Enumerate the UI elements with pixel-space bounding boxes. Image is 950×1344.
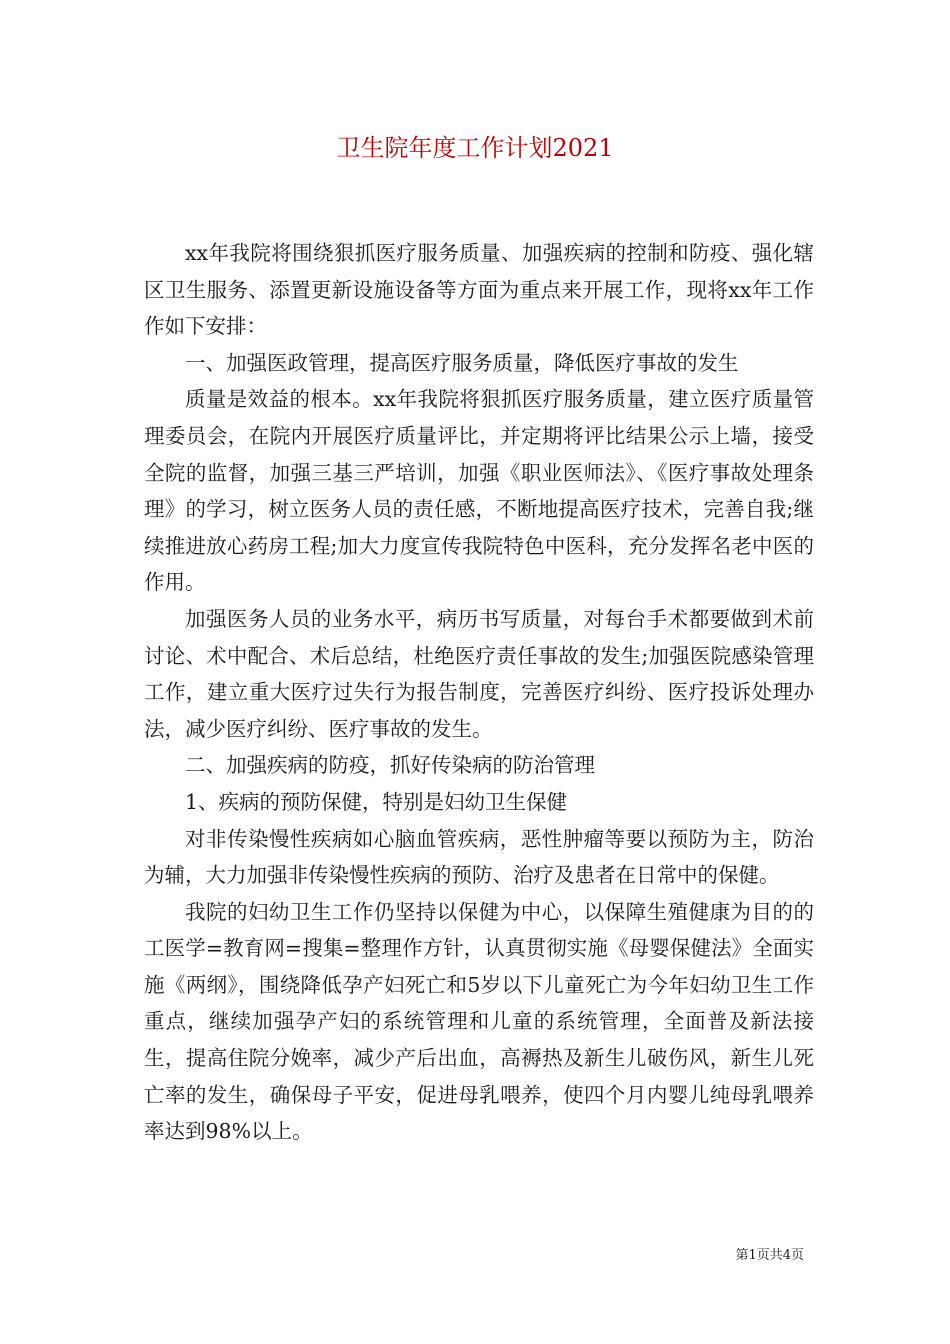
page-number: 第1页共4页 bbox=[735, 1248, 804, 1263]
section-heading-1: 一、加强医政管理，提高医疗服务质量，降低医疗事故的发生 bbox=[185, 350, 739, 375]
subsection-heading-1: 1、疾病的预防保健，特别是妇幼卫生保健 bbox=[185, 789, 568, 814]
document-title: 卫生院年度工作计划2021 bbox=[336, 134, 614, 162]
paragraph-maternal-child: 我院的妇幼卫生工作仍坚持以保健为中心，以保障生殖健康为目的的工医学=教育网=搜集=整理作方针，认真贯彻实施《母婴保健法》全面实施《两纲》，围绕降低孕产妇死亡和5岁以下儿童死亡为今年妇幼卫生工作重点，继续加强孕产妇的系统管理和儿童的系统管理，全面普及新法接生，提高住院分娩率，减少产后出血，高褥热及新生儿破伤风，新生儿死亡率的发生，确保母子平安，促进母乳喂养，使四个月内婴儿纯母乳喂养率达到98%以上。 bbox=[144, 899, 814, 1144]
paragraph-quality: 质量是效益的根本。xx年我院将狠抓医疗服务质量，建立医疗质量管理委员会，在院内开展医疗质量评比，并定期将评比结果公示上墙，接受全院的监督，加强三基三严培训，加强《职业医师法》、《医疗事故处理条理》的学习，树立医务人员的责任感，不断地提高医疗技术，完善自我;继续推进放心药房工程;加大力度宣传我院特色中医科，充分发挥名老中医的作用。 bbox=[144, 387, 814, 595]
section-heading-2: 二、加强疾病的防疫，抓好传染病的防治管理 bbox=[185, 753, 595, 778]
paragraph-intro: xx年我院将围绕狠抓医疗服务质量、加强疾病的控制和防疫、强化辖区卫生服务、添置更新设施设备等方面为重点来开展工作，现将xx年工作作如下安排： bbox=[144, 241, 814, 339]
document-body bbox=[144, 235, 814, 1150]
paragraph-chronic-disease: 对非传染慢性疾病如心脑血管疾病，恶性肿瘤等要以预防为主，防治为辅，大力加强非传染慢性疾病的预防、治疗及患者在日常中的保健。 bbox=[144, 826, 814, 888]
paragraph-staff: 加强医务人员的业务水平，病历书写质量，对每台手术都要做到术前讨论、术中配合、术后总结，杜绝医疗责任事故的发生;加强医院感染管理工作，建立重大医疗过失行为报告制度，完善医疗纠纷、医疗投诉处理办法，减少医疗纠纷、医疗事故的发生。 bbox=[144, 606, 814, 741]
